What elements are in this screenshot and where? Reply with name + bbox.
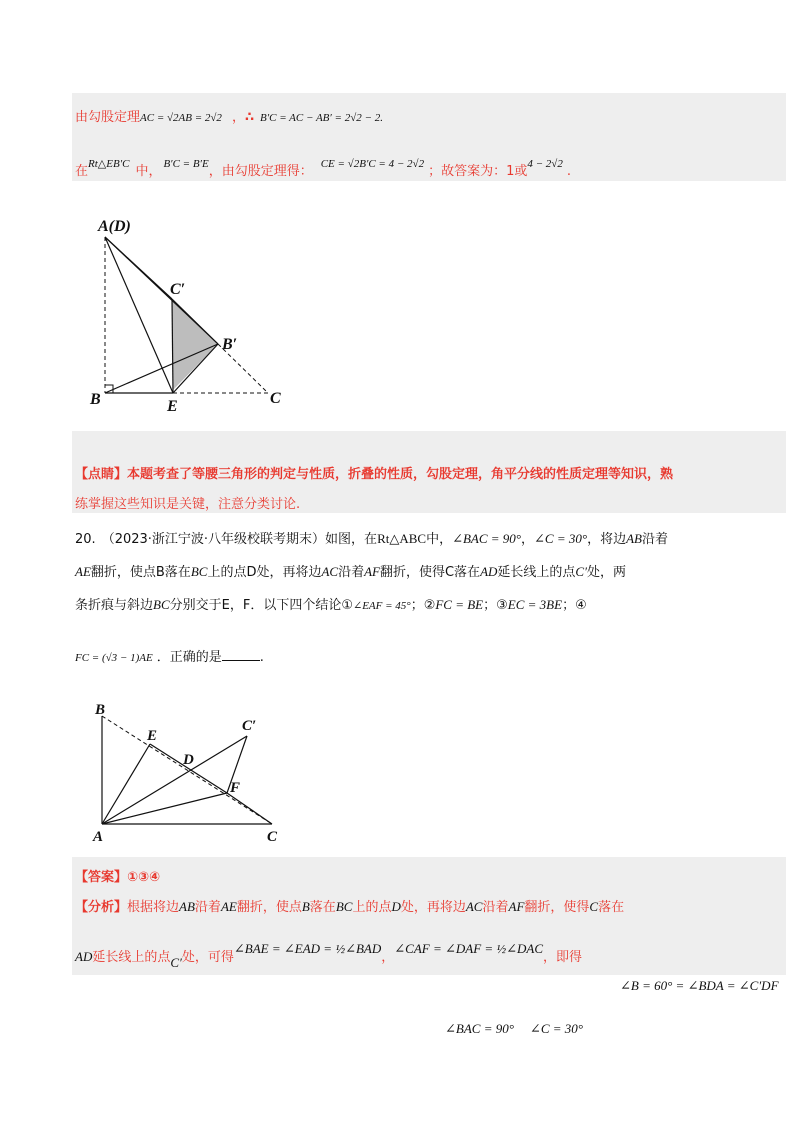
text-segment: 翻折，使点 [236, 900, 302, 915]
label-e: E [147, 728, 158, 744]
problem-number: 20. [75, 532, 96, 547]
text-segment: ，即得 [543, 950, 583, 965]
label-c-prime: C′ [170, 281, 186, 298]
label-b: B [90, 391, 101, 408]
label-a: A [93, 829, 104, 845]
text-segment: 落在 [309, 900, 336, 915]
text-segment: 沿着 [194, 900, 221, 915]
comma: ， [231, 110, 245, 125]
segment-ab: AB [179, 899, 195, 914]
answer-blank [222, 659, 260, 661]
angle-equation-2: ∠CAF = ∠DAF = ½∠DAC [394, 941, 544, 956]
segment-ae: AE [220, 899, 237, 914]
point-c: C [589, 899, 599, 914]
label-d: D [183, 752, 194, 768]
fc-line [227, 793, 272, 824]
a-cprime-line [102, 736, 247, 824]
conclusion-1: ∠EAF = 45° [353, 600, 411, 612]
af-line [102, 793, 227, 824]
angle-equation-1: ∠BAE = ∠EAD = ½∠BAD [233, 941, 382, 956]
therefore-symbol: ∴ [244, 110, 254, 125]
text-segment: 根据将边 [127, 900, 180, 915]
segment-bc: BC [153, 597, 170, 612]
comment-text-2: 练掌握这些知识是关键，注意分类讨论. [75, 497, 301, 512]
text-segment: 延长线上的点 [497, 565, 576, 580]
problem-20-line-3 [75, 594, 587, 613]
text-segment: 处，可得 [181, 950, 234, 965]
segment-ad: AD [480, 564, 498, 579]
comment-tag: 【点睛】 [75, 467, 128, 482]
segment-ac: AC [321, 564, 339, 579]
solution-line-1 [75, 106, 383, 125]
segment-bc: BC [190, 564, 208, 579]
bprime-c-eq-bprime-e: B′C = B′E [163, 158, 209, 170]
answer-line [75, 866, 160, 885]
label-e: E [167, 398, 178, 415]
label-c: C [267, 829, 278, 845]
in-text: 在 [75, 164, 89, 179]
comment-line-1 [75, 463, 673, 482]
text-segment: ， [381, 950, 395, 965]
point-b: B [301, 899, 310, 914]
point-c-prime: C′ [575, 564, 587, 579]
text-segment: 条折痕与斜边 [75, 598, 154, 613]
analysis-line-1 [75, 896, 624, 915]
text-segment: 沿着 [482, 900, 509, 915]
triangle-ebc-label: Rt△EB′C [88, 158, 130, 170]
problem-20-line-1 [75, 528, 668, 547]
analysis-line-4 [445, 1018, 583, 1037]
angle-c-30: ∠C = 30° [529, 1021, 583, 1036]
text-segment: 落在 [598, 900, 625, 915]
ac-length-equation: AC = √2AB = 2√2 [140, 112, 222, 124]
problem-20-line-4 [75, 646, 264, 665]
label-b: B [95, 702, 106, 718]
answer-text: ；故答案为：1或 [428, 164, 528, 179]
analysis-line-3: ∠B = 60° = ∠BDA = ∠C′DF [620, 978, 779, 993]
text-segment: ， [521, 532, 535, 547]
comment-text: 本题考查了等腰三角形的判定与性质，折叠的性质，勾股定理，角平分线的性质定理等知识，熟 [127, 467, 674, 482]
text-segment: 沿着 [641, 532, 668, 547]
comment-line-2 [75, 493, 300, 512]
figure-1-diagram [72, 197, 304, 431]
label-c-prime: C′ [242, 718, 257, 734]
text-segment: ，将边 [587, 532, 627, 547]
segment-ab: AB [626, 531, 642, 546]
text-segment: 处，两 [586, 565, 626, 580]
angle-c: ∠C = 30° [534, 531, 588, 546]
text-segment: 翻折，使得C落在 [379, 565, 481, 580]
segment-ad: AD [75, 949, 93, 964]
point-c-prime: C′ [170, 955, 182, 970]
label-f: F [230, 780, 241, 796]
answer-value: 4 − 2√2 [527, 158, 563, 170]
bprime-c-equation: B′C = AC − AB′ = 2√2 − 2 [260, 112, 381, 124]
text-segment: ；③ [483, 598, 508, 613]
period: . [566, 164, 571, 179]
point-d: D [391, 899, 401, 914]
segment-ac: AC [465, 899, 483, 914]
text-segment: 沿着 [338, 565, 365, 580]
answer-value: ①③④ [127, 870, 161, 885]
conclusion-2: FC = BE [435, 597, 484, 612]
text-segment: ；② [410, 598, 436, 613]
label-b-prime: B′ [222, 336, 238, 353]
problem-source: （2023·浙江宁波·八年级校联考期末） [101, 532, 326, 547]
pythagoras-lead-text: 由勾股定理 [75, 110, 141, 125]
angle-bac-90: ∠BAC = 90° [445, 1021, 514, 1036]
text-segment: 翻折，使得 [524, 900, 590, 915]
text-segment: ；④ [562, 598, 587, 613]
text-segment: . [259, 650, 264, 665]
analysis-tag: 【分析】 [75, 900, 128, 915]
angle-bac: ∠BAC = 90° [452, 531, 522, 546]
text-segment: 如图，在 [325, 532, 378, 547]
analysis-line-2 [75, 941, 583, 970]
triangle-abc-label: Rt△ABC [377, 531, 427, 546]
middle-text: 中， [135, 164, 162, 179]
problem-20-line-2 [75, 561, 626, 580]
solution-line-2 [75, 160, 571, 179]
ae-line [102, 744, 150, 824]
ce-equation: CE = √2B′C = 4 − 2√2 [320, 158, 425, 170]
text-segment: 翻折，使点B落在 [90, 565, 191, 580]
text-segment: ．正确的是 [156, 650, 222, 665]
answer-tag: 【答案】 [75, 870, 128, 885]
figure-2-diagram [87, 698, 317, 846]
text-segment: 分别交于E，F．以下四个结论① [169, 598, 353, 613]
segment-ae: AE [75, 564, 91, 579]
conclusion-4: FC = (√3 − 1)AE [75, 652, 153, 664]
segment-af: AF [364, 564, 380, 579]
period: . [380, 112, 383, 124]
pythagoras-text: ，由勾股定理得： [208, 164, 313, 179]
text-segment: 延长线上的点 [92, 950, 171, 965]
text-segment: 中， [426, 532, 453, 547]
segment-af: AF [508, 899, 525, 914]
label-a-d: A(D) [98, 218, 131, 235]
segment-bc: BC [335, 899, 353, 914]
text-segment: 上的点 [352, 900, 392, 915]
conclusion-3: EC = 3BE [507, 597, 563, 612]
text-segment: 处，再将边 [400, 900, 466, 915]
label-c: C [270, 390, 281, 407]
text-segment: 上的点D处，再将边 [207, 565, 322, 580]
figure-1-container [72, 197, 304, 431]
